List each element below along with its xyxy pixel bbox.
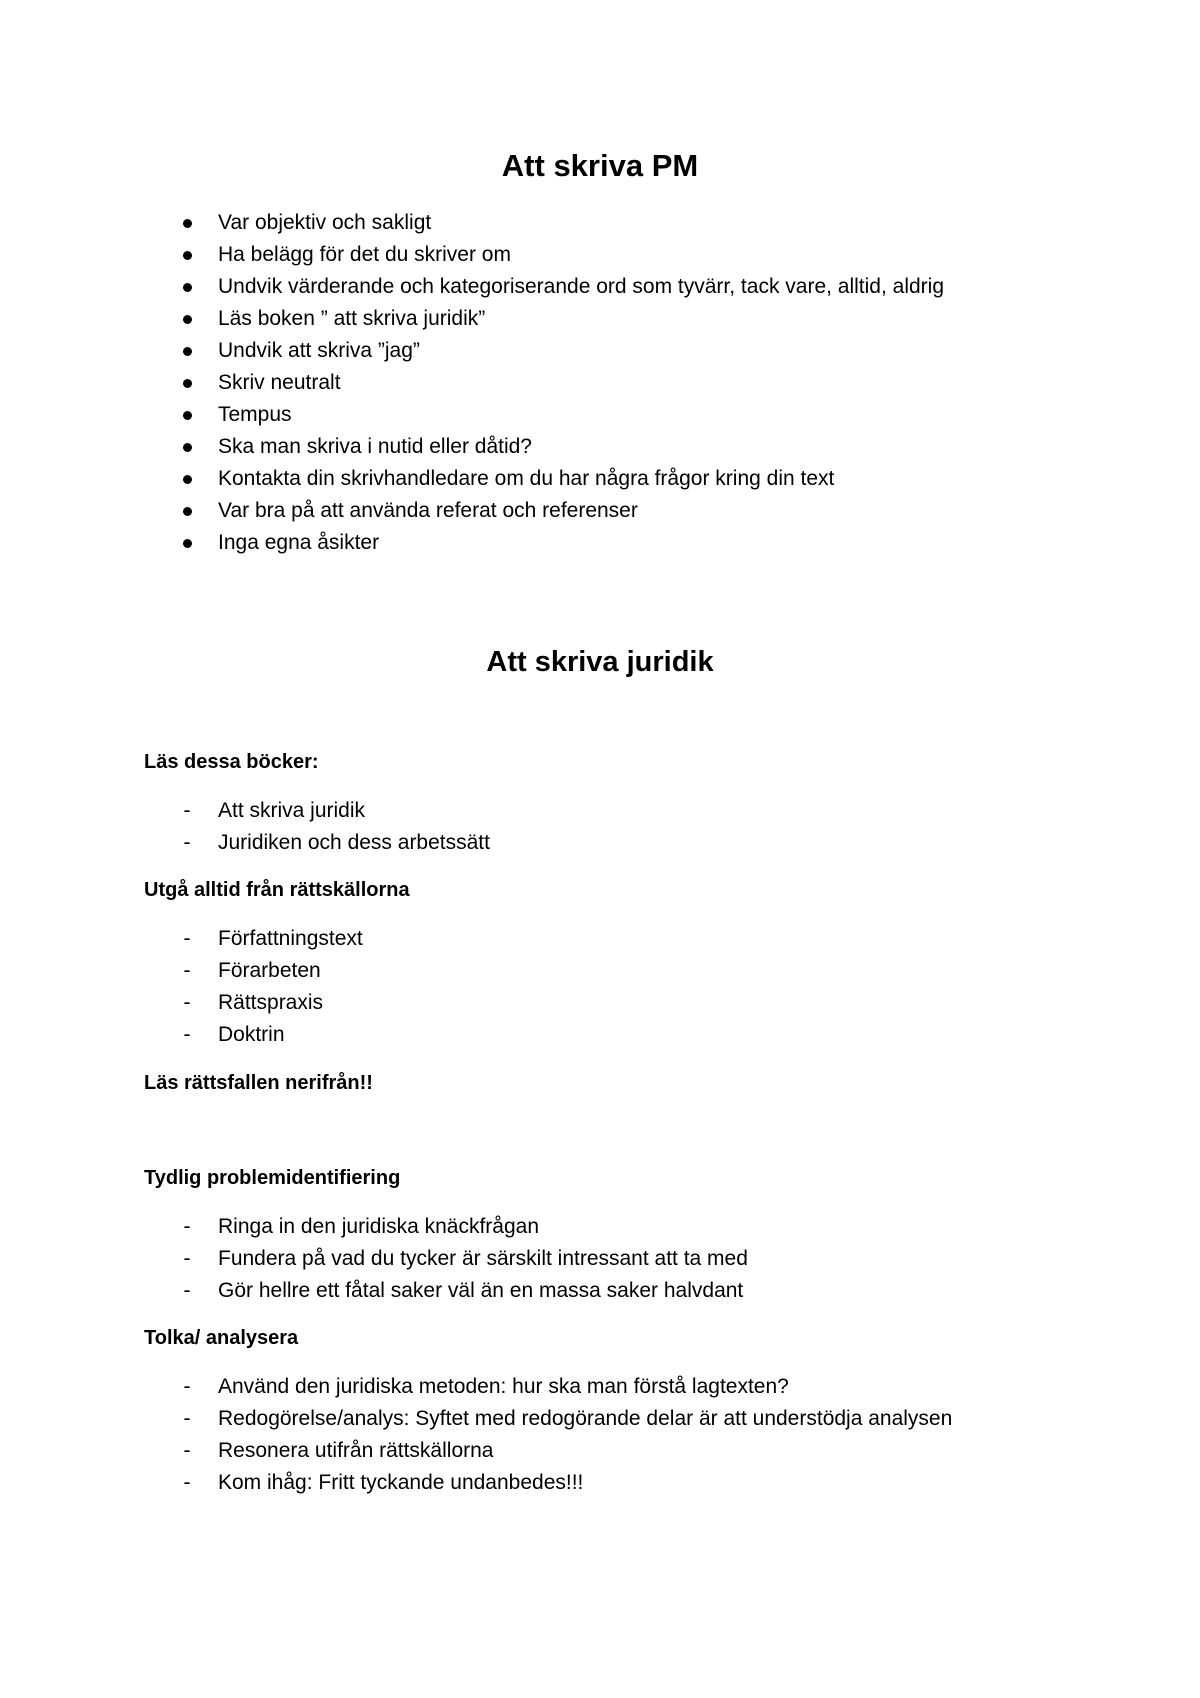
dash-marker: - <box>183 1247 191 1270</box>
list-item <box>0 987 363 1019</box>
list-item <box>0 495 944 527</box>
dash-marker: - <box>183 927 191 950</box>
list-item-text: Förarbeten <box>218 959 321 982</box>
books-list-container <box>0 795 490 859</box>
list-item <box>0 431 944 463</box>
list-item-text: Läs boken ” att skriva juridik” <box>218 307 486 330</box>
list-item <box>0 955 363 987</box>
list-item <box>0 795 490 827</box>
list-item <box>0 923 363 955</box>
list-item-text: Att skriva juridik <box>218 799 366 822</box>
dash-marker: - <box>183 1279 191 1302</box>
list-item <box>0 1435 952 1467</box>
dash-marker: - <box>183 991 191 1014</box>
analyze-list-container <box>0 1371 952 1499</box>
sources-heading: Utgå alltid från rättskällorna <box>144 879 410 901</box>
bullet-icon <box>183 443 192 452</box>
dash-marker: - <box>183 1375 191 1398</box>
problem-dash-list <box>0 1211 748 1307</box>
list-item-text: Juridiken och dess arbetssätt <box>218 831 490 854</box>
dash-marker: - <box>183 799 191 822</box>
bullet-icon <box>183 219 192 228</box>
list-item-text: Redogörelse/analys: Syftet med redogörande delar är att understödja analysen <box>218 1407 953 1430</box>
sources-list-container <box>0 923 363 1051</box>
dash-marker: - <box>183 1215 191 1238</box>
list-item-text: Undvik att skriva ”jag” <box>218 339 420 362</box>
problem-list-container <box>0 1211 748 1307</box>
list-item-text: Var bra på att använda referat och referenser <box>218 499 638 522</box>
cases-heading: Läs rättsfallen nerifrån!! <box>144 1072 373 1094</box>
section-title-juridik: Att skriva juridik <box>486 646 714 678</box>
list-item-text: Var objektiv och sakligt <box>218 211 432 234</box>
list-item <box>0 1403 952 1435</box>
problem-heading: Tydlig problemidentifiering <box>144 1167 401 1189</box>
bullet-icon <box>183 251 192 260</box>
list-item-text: Rättspraxis <box>218 991 324 1014</box>
list-item-text: Kom ihåg: Fritt tyckande undanbedes!!! <box>218 1471 584 1494</box>
sources-dash-list <box>0 923 363 1051</box>
list-item-text: Ska man skriva i nutid eller dåtid? <box>218 435 532 458</box>
analyze-heading: Tolka/ analysera <box>144 1327 299 1349</box>
list-item <box>0 527 944 559</box>
bullet-icon <box>183 411 192 420</box>
list-item <box>0 1211 748 1243</box>
list-item <box>0 335 944 367</box>
list-item-text: Tempus <box>218 403 292 426</box>
list-item <box>0 827 490 859</box>
list-item-text: Ha belägg för det du skriver om <box>218 243 511 266</box>
list-item <box>0 1275 748 1307</box>
list-item <box>0 367 944 399</box>
pm-bullet-list <box>0 207 944 559</box>
list-item-text: Författningstext <box>218 927 363 950</box>
list-item <box>0 239 944 271</box>
list-item-text: Inga egna åsikter <box>218 531 380 554</box>
dash-marker: - <box>183 1407 191 1430</box>
bullet-icon <box>183 539 192 548</box>
list-item <box>0 271 944 303</box>
dash-marker: - <box>183 1439 191 1462</box>
dash-marker: - <box>183 1023 191 1046</box>
list-item-text: Fundera på vad du tycker är särskilt intressant att ta med <box>218 1247 748 1270</box>
bullet-icon <box>183 379 192 388</box>
list-item-text: Gör hellre ett fåtal saker väl än en massa saker halvdant <box>218 1279 744 1302</box>
list-item-text: Kontakta din skrivhandledare om du har några frågor kring din text <box>218 467 835 490</box>
list-item-text: Resonera utifrån rättskällorna <box>218 1439 494 1462</box>
list-item <box>0 207 944 239</box>
list-item <box>0 1019 363 1051</box>
list-item <box>0 399 944 431</box>
list-item <box>0 1243 748 1275</box>
list-item <box>0 463 944 495</box>
list-item <box>0 303 944 335</box>
books-dash-list <box>0 795 490 859</box>
list-item <box>0 1467 952 1499</box>
dash-marker: - <box>183 959 191 982</box>
bullet-icon <box>183 507 192 516</box>
list-item-text: Ringa in den juridiska knäckfrågan <box>218 1215 540 1238</box>
section-title-pm: Att skriva PM <box>501 148 699 183</box>
list-item-text: Skriv neutralt <box>218 371 341 394</box>
books-heading: Läs dessa böcker: <box>144 751 319 773</box>
list-item-text: Använd den juridiska metoden: hur ska man förstå lagtexten? <box>218 1375 789 1398</box>
list-item-text: Doktrin <box>218 1023 285 1046</box>
dash-marker: - <box>183 1471 191 1494</box>
bullet-icon <box>183 315 192 324</box>
bullet-icon <box>183 475 192 484</box>
analyze-dash-list <box>0 1371 952 1499</box>
list-item <box>0 1371 952 1403</box>
list-item-text: Undvik värderande och kategoriserande ord som tyvärr, tack vare, alltid, aldrig <box>218 275 945 298</box>
dash-marker: - <box>183 831 191 854</box>
bullet-icon <box>183 283 192 292</box>
bullet-icon <box>183 347 192 356</box>
